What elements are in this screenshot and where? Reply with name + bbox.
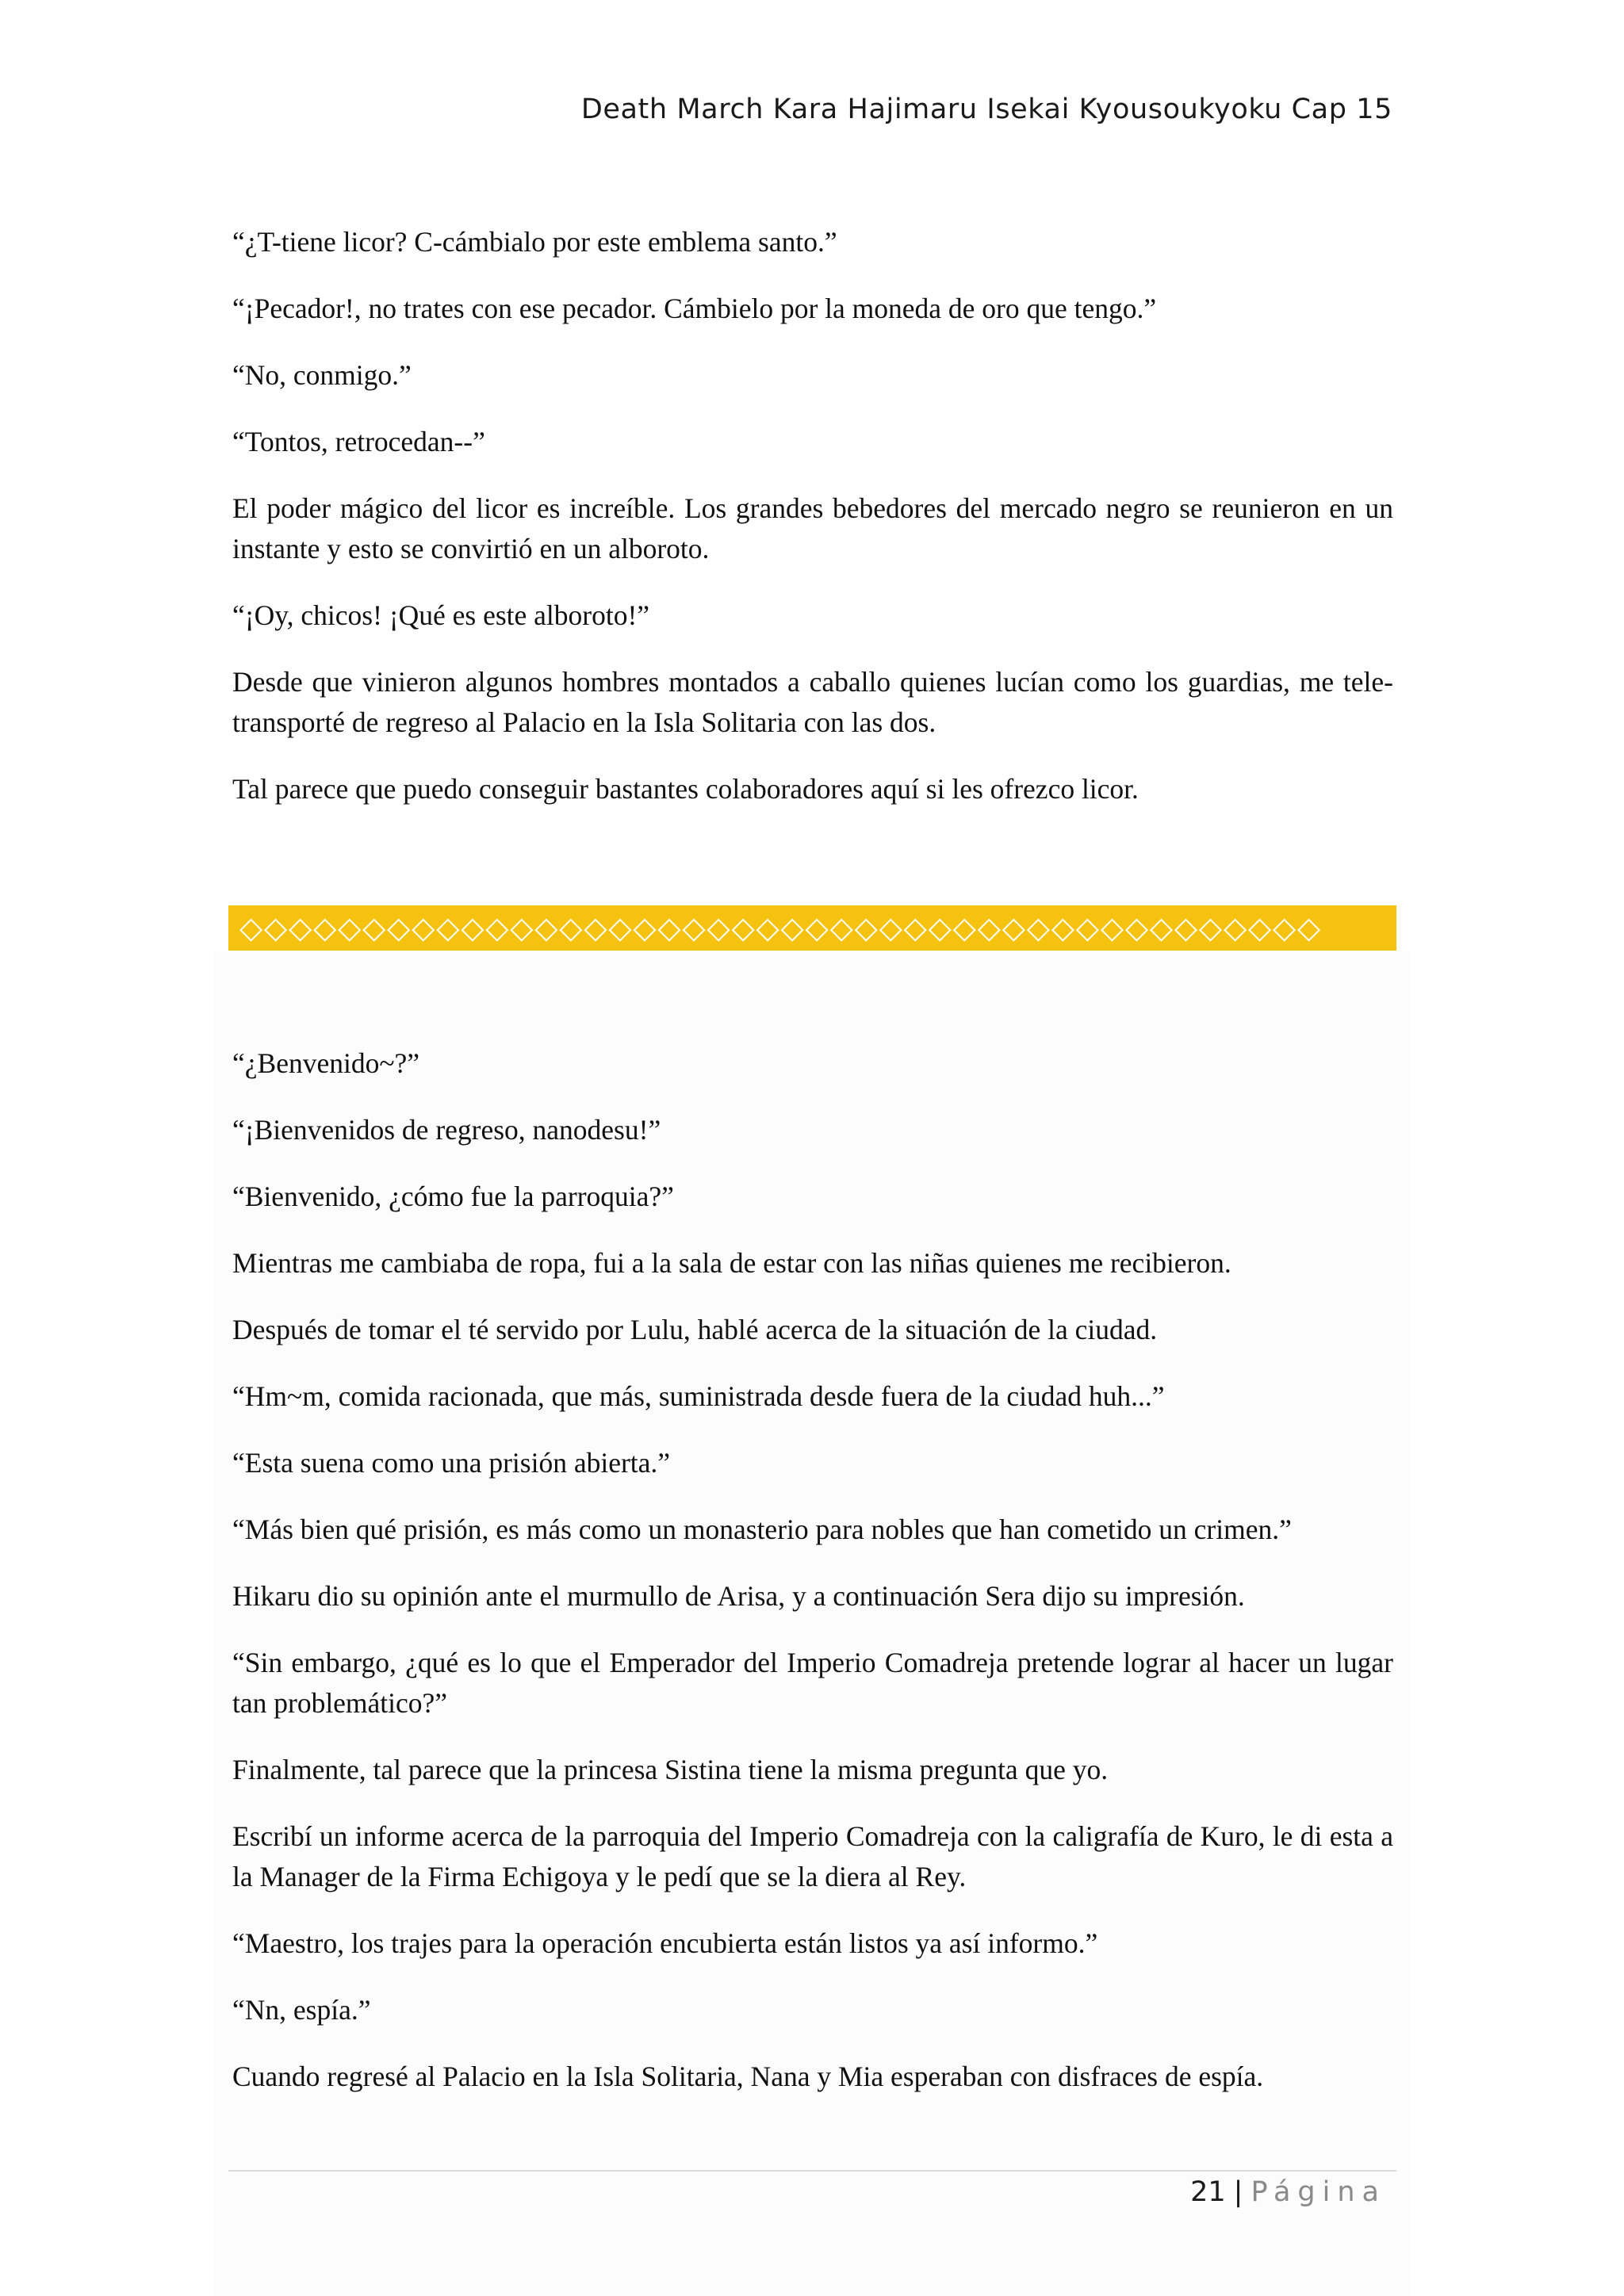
body-section-1 (232, 222, 1393, 836)
paragraph: “No, conmigo.” (232, 359, 412, 391)
paragraph: “Maestro, los trajes para la operación encubierta están listos ya así informo.” (232, 1927, 1098, 1959)
body-section-2 (232, 1043, 1393, 2123)
footer-rule (228, 2170, 1396, 2172)
page-number: 21 (1190, 2176, 1226, 2208)
footer-separator: | (1233, 2176, 1243, 2208)
paragraph: “Esta suena como una prisión abierta.” (232, 1447, 671, 1479)
paragraph: Finalmente, tal parece que la princesa Sistina tiene la misma pregunta que yo. (232, 1754, 1109, 1785)
paragraph: Hikaru dio su opinión ante el murmullo de Arisa, y a continuación Sera dijo su impresión. (232, 1580, 1245, 1612)
page-footer (1190, 2176, 1386, 2208)
running-header: Death March Kara Hajimaru Isekai Kyousoukyoku Cap 15 (580, 94, 1392, 125)
paragraph: “Hm~m, comida racionada, que más, suministrada desde fuera de la ciudad huh...” (232, 1380, 1165, 1412)
paragraph: Tal parece que puedo conseguir bastantes colaboradores aquí si les ofrezco licor. (232, 773, 1139, 805)
paragraph: “¿Benvenido~?” (232, 1047, 420, 1079)
paragraph: “¡Pecador!, no trates con ese pecador. Cámbielo por la moneda de oro que tengo.” (232, 293, 1157, 324)
diamond-pattern: ◇◇◇◇◇◇◇◇◇◇◇◇◇◇◇◇◇◇◇◇◇◇◇◇◇◇◇◇◇◇◇◇◇◇◇◇◇◇◇◇◇◇◇◇ (239, 910, 1323, 945)
paragraph: Escribí un informe acerca de la parroquia del Imperio Comadreja con la caligrafía de Kuro, le di esta a la Manager de la Firma Echigoya y le pedí que se la diera al Rey. (232, 1820, 1393, 1892)
paragraph: “Más bien qué prisión, es más como un monasterio para nobles que han cometido un crimen.” (232, 1513, 1292, 1545)
paragraph: “¡Bienvenidos de regreso, nanodesu!” (232, 1114, 661, 1146)
page-label: Página (1251, 2176, 1386, 2208)
paragraph: “Nn, espía.” (232, 1994, 371, 2026)
paragraph: “Sin embargo, ¿qué es lo que el Emperador del Imperio Comadreja pretende lograr al hacer un lugar tan problemático?” (232, 1647, 1393, 1719)
paragraph: Cuando regresé al Palacio en la Isla Solitaria, Nana y Mia esperaban con disfraces de espía. (232, 2061, 1264, 2092)
paragraph: Mientras me cambiaba de ropa, fui a la sala de estar con las niñas quienes me recibieron. (232, 1247, 1231, 1279)
paragraph: El poder mágico del licor es increíble. Los grandes bebedores del mercado negro se reunieron en un instante y esto se convirtió en un alboroto. (232, 492, 1393, 564)
paragraph: “Bienvenido, ¿cómo fue la parroquia?” (232, 1181, 674, 1212)
paragraph: Después de tomar el té servido por Lulu, hablé acerca de la situación de la ciudad. (232, 1314, 1158, 1345)
paragraph: “¿T-tiene licor? C-cámbialo por este emblema santo.” (232, 226, 837, 258)
scene-break-divider (228, 905, 1396, 951)
paragraph: Desde que vinieron algunos hombres montados a caballo quienes lucían como los guardias, me tele-transporté de regreso al Palacio en la Isla Solitaria con las dos. (232, 666, 1393, 738)
paragraph: “Tontos, retrocedan--” (232, 426, 485, 457)
paragraph: “¡Oy, chicos! ¡Qué es este alboroto!” (232, 599, 650, 631)
